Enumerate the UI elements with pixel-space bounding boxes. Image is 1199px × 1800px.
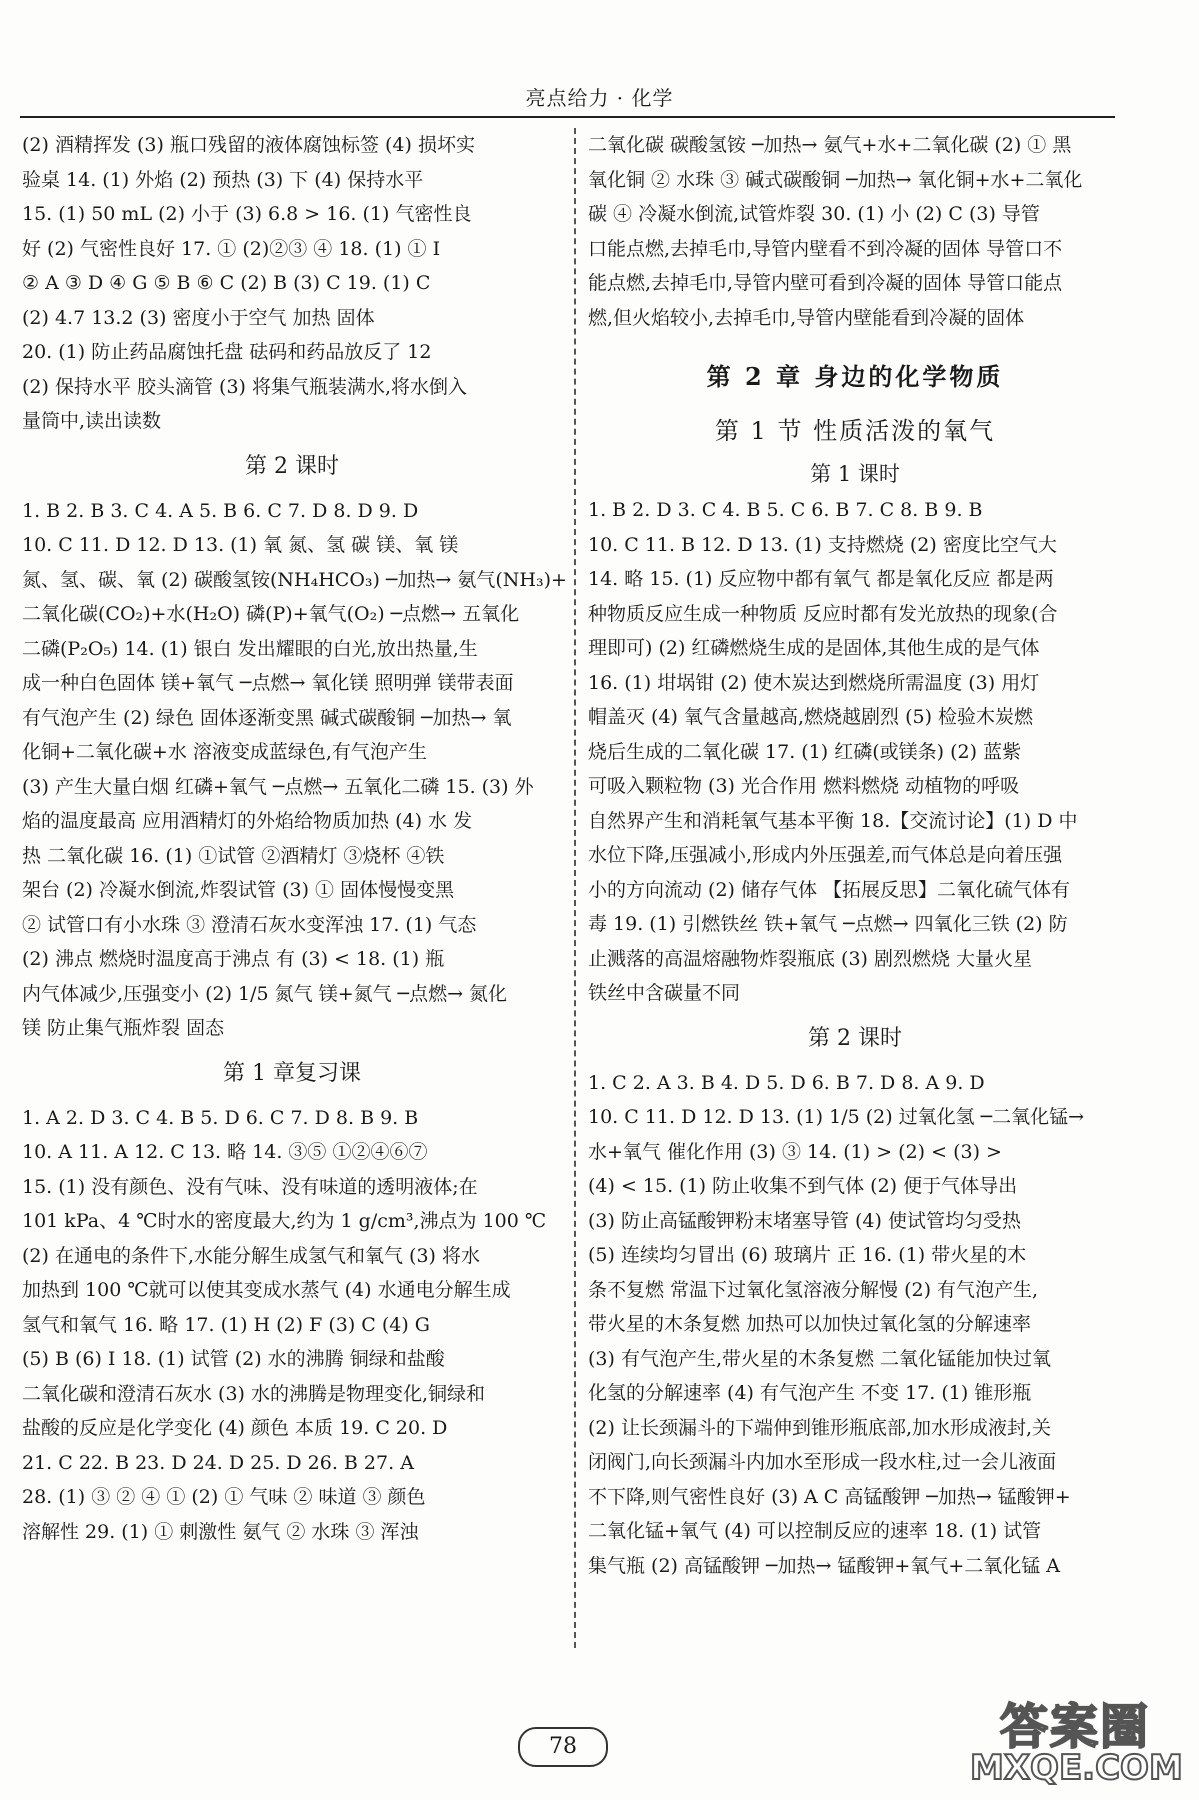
text-line: (2) 让长颈漏斗的下端伸到锥形瓶底部,加水形成液封,关 bbox=[588, 1416, 1052, 1439]
text-line: 氮、氢、碳、氧 (2) 碳酸氢铵(NH₄HCO₃) ─加热→ 氨气(NH₃)+ bbox=[22, 568, 567, 591]
text-line: 二氧化碳 碳酸氢铵 ─加热→ 氨气+水+二氧化碳 (2) ① 黑 bbox=[588, 134, 1072, 156]
page-header bbox=[0, 0, 1199, 118]
text-line: 燃,但火焰较小,去掉毛巾,导管内壁能看到冷凝的固体 bbox=[588, 306, 1025, 329]
text-line: 架台 (2) 冷凝水倒流,炸裂试管 (3) ① 固体慢慢变黑 bbox=[22, 879, 455, 901]
text-line: (4) < 15. (1) 防止收集不到气体 (2) 便于气体导出 bbox=[588, 1175, 1018, 1197]
text-line: 有气泡产生 (2) 绿色 固体逐渐变黑 碱式碳酸铜 ─加热→ 氧 bbox=[22, 706, 512, 729]
text-line: 集气瓶 (2) 高锰酸钾 ─加热→ 锰酸钾+氧气+二氧化锰 A bbox=[588, 1554, 1061, 1577]
text-line: 碳 ④ 冷凝水倒流,试管炸裂 30. (1) 小 (2) C (3) 导管 bbox=[588, 203, 1040, 225]
text-line: (3) 有气泡产生,带火星的木条复燃 二氧化锰能加快过氧 bbox=[588, 1347, 1052, 1370]
text-line: (2) 在通电的条件下,水能分解生成氢气和氧气 (3) 将水 bbox=[22, 1244, 480, 1267]
text-line: ② 试管口有小水珠 ③ 澄清石灰水变浑浊 17. (1) 气态 bbox=[22, 913, 477, 936]
text-line: 种物质反应生成一种物质 反应时都有发光放热的现象(合 bbox=[588, 602, 1058, 625]
text-line: (5) B (6) I 18. (1) 试管 (2) 水的沸腾 铜绿和盐酸 bbox=[22, 1348, 445, 1370]
review-heading: 第 1 章复习课 bbox=[223, 1060, 361, 1086]
text-line: 二氧化碳(CO₂)+水(H₂O) 磷(P)+氧气(O₂) ─点燃→ 五氧化 bbox=[22, 603, 520, 625]
right-lesson1-block bbox=[588, 493, 1122, 1011]
text-line: 氢气和氧气 16. 略 17. (1) H (2) F (3) C (4) G bbox=[22, 1313, 430, 1336]
text-line: 铁丝中含碳量不同 bbox=[588, 982, 741, 1004]
section-heading: 第 1 节 性质活泼的氧气 bbox=[714, 417, 996, 445]
text-line: 帽盖灭 (4) 氧气含量越高,燃烧越剧烈 (5) 检验木炭燃 bbox=[588, 706, 1034, 728]
text-line: 好 (2) 气密性良好 17. ① (2)②③ ④ 18. (1) ① I bbox=[22, 237, 441, 260]
text-line: (2) 沸点 燃烧时温度高于沸点 有 (3) < 18. (1) 瓶 bbox=[22, 948, 445, 970]
watermark-bottom-text: MXQE.COM bbox=[970, 1748, 1183, 1788]
text-line: 二氧化碳和澄清石灰水 (3) 水的沸腾是物理变化,铜绿和 bbox=[22, 1382, 486, 1405]
text-line: 15. (1) 没有颜色、没有气味、没有味道的透明液体;在 bbox=[22, 1175, 478, 1198]
text-line: 内气体减少,压强变小 (2) 1/5 氮气 镁+氮气 ─点燃→ 氮化 bbox=[22, 982, 508, 1005]
text-line: 21. C 22. B 23. D 24. D 25. D 26. B 27. A bbox=[22, 1451, 414, 1474]
header-title: 亮点给力 · 化学 bbox=[525, 86, 674, 110]
text-line: 烧后生成的二氧化碳 17. (1) 红磷(或镁条) (2) 蓝紫 bbox=[588, 740, 1022, 763]
text-line: 10. C 11. D 12. D 13. (1) 1/5 (2) 过氧化氢 ─二氧化锰→ bbox=[588, 1106, 1085, 1128]
text-line: 自然界产生和消耗氧气基本平衡 18.【交流讨论】(1) D 中 bbox=[588, 809, 1078, 832]
text-line: (2) 酒精挥发 (3) 瓶口残留的液体腐蚀标签 (4) 损坏实 bbox=[22, 134, 475, 156]
watermark-top-text: 答案圈 bbox=[999, 1699, 1150, 1755]
text-line: 止溅落的高温熔融物炸裂瓶底 (3) 剧烈燃烧 大量火星 bbox=[588, 947, 1033, 970]
text-line: 焰的温度最高 应用酒精灯的外焰给物质加热 (4) 水 发 bbox=[22, 810, 473, 832]
text-line: 量筒中,读出读数 bbox=[22, 410, 162, 432]
text-line: 验桌 14. (1) 外焰 (2) 预热 (3) 下 (4) 保持水平 bbox=[22, 168, 424, 191]
page-number: 78 bbox=[518, 1727, 608, 1767]
lesson-heading: 第 1 课时 bbox=[810, 462, 900, 486]
left-column bbox=[22, 128, 567, 1549]
lesson-heading: 第 2 课时 bbox=[808, 1025, 902, 1051]
text-line: 溶解性 29. (1) ① 刺激性 氨气 ② 水珠 ③ 浑浊 bbox=[22, 1520, 419, 1543]
text-line: (3) 产生大量白烟 红磷+氧气 ─点燃→ 五氧化二磷 15. (3) 外 bbox=[22, 775, 534, 798]
text-line: 毒 19. (1) 引燃铁丝 铁+氧气 ─点燃→ 四氧化三铁 (2) 防 bbox=[588, 913, 1068, 935]
text-line: ② A ③ D ④ G ⑤ B ⑥ C (2) B (3) C 19. (1) C bbox=[22, 272, 431, 294]
text-line: 16. (1) 坩埚钳 (2) 使木炭达到燃烧所需温度 (3) 用灯 bbox=[588, 671, 1040, 694]
left-review-block bbox=[22, 1101, 562, 1550]
text-line: (2) 4.7 13.2 (3) 密度小于空气 加热 固体 bbox=[22, 306, 375, 329]
text-line: 加热到 100 ℃就可以使其变成水蒸气 (4) 水通电分解生成 bbox=[22, 1279, 511, 1301]
text-line: 成一种白色固体 镁+氧气 ─点燃→ 氧化镁 照明弹 镁带表面 bbox=[22, 672, 514, 694]
chapter-heading: 第 2 章 身边的化学物质 bbox=[706, 362, 1004, 391]
text-line: 不下降,则气密性良好 (3) A C 高锰酸钾 ─加热→ 锰酸钾+ bbox=[588, 1485, 1071, 1508]
text-line: 水+氧气 催化作用 (3) ③ 14. (1) > (2) < (3) > bbox=[588, 1140, 1002, 1163]
text-line: (5) 连续均匀冒出 (6) 玻璃片 正 16. (1) 带火星的木 bbox=[588, 1244, 1027, 1266]
text-line: 1. A 2. D 3. C 4. B 5. D 6. C 7. D 8. B 9. B bbox=[22, 1106, 419, 1129]
header-rule bbox=[20, 116, 1115, 118]
text-line: 28. (1) ③ ② ④ ① (2) ① 气味 ② 味道 ③ 颜色 bbox=[22, 1486, 426, 1508]
text-line: 镁 防止集气瓶炸裂 固态 bbox=[22, 1017, 225, 1039]
text-line: 口能点燃,去掉毛巾,导管内壁看不到冷凝的固体 导管口不 bbox=[588, 237, 1063, 260]
right-intro-block bbox=[588, 128, 1122, 335]
watermark-logo bbox=[970, 1688, 1183, 1793]
text-line: 盐酸的反应是化学变化 (4) 颜色 本质 19. C 20. D bbox=[22, 1417, 448, 1439]
text-line: 二氧化锰+氧气 (4) 可以控制反应的速率 18. (1) 试管 bbox=[588, 1520, 1042, 1542]
left-intro-block bbox=[22, 128, 562, 439]
column-divider bbox=[574, 128, 576, 1648]
text-line: 氧化铜 ② 水珠 ③ 碱式碳酸铜 ─加热→ 氧化铜+水+二氧化 bbox=[588, 168, 1083, 191]
text-line: 101 kPa、4 ℃时水的密度最大,约为 1 g/cm³,沸点为 100 ℃ bbox=[22, 1210, 547, 1232]
text-line: 1. B 2. B 3. C 4. A 5. B 6. C 7. D 8. D 9. D bbox=[22, 499, 419, 522]
text-line: 1. C 2. A 3. B 4. D 5. D 6. B 7. D 8. A 9. D bbox=[588, 1071, 985, 1094]
text-line: 带火星的木条复燃 加热可以加快过氧化氢的分解速率 bbox=[588, 1313, 1032, 1335]
text-line: 闭阀门,向长颈漏斗内加水至形成一段水柱,过一会儿液面 bbox=[588, 1451, 1057, 1473]
text-line: 15. (1) 50 mL (2) 小于 (3) 6.8 > 16. (1) 气密性良 bbox=[22, 203, 472, 225]
text-line: 10. A 11. A 12. C 13. 略 14. ③⑤ ①②④⑥⑦ bbox=[22, 1141, 428, 1163]
text-line: 能点燃,去掉毛巾,导管内壁可看到冷凝的固体 导管口能点 bbox=[588, 272, 1063, 294]
text-line: 热 二氧化碳 16. (1) ①试管 ②酒精灯 ③烧杯 ④铁 bbox=[22, 844, 445, 867]
text-line: 化氢的分解速率 (4) 有气泡产生 不变 17. (1) 锥形瓶 bbox=[588, 1382, 1032, 1404]
text-line: 条不复燃 常温下过氧化氢溶液分解慢 (2) 有气泡产生, bbox=[588, 1278, 1039, 1301]
text-line: 可吸入颗粒物 (3) 光合作用 燃料燃烧 动植物的呼吸 bbox=[588, 775, 1020, 797]
right-lesson2-block bbox=[588, 1066, 1122, 1584]
lesson-heading: 第 2 课时 bbox=[245, 453, 339, 479]
text-line: 10. C 11. B 12. D 13. (1) 支持燃烧 (2) 密度比空气大 bbox=[588, 533, 1057, 556]
text-line: 20. (1) 防止药品腐蚀托盘 砝码和药品放反了 12 bbox=[22, 341, 432, 363]
text-line: 化铜+二氧化碳+水 溶液变成蓝绿色,有气泡产生 bbox=[22, 741, 427, 763]
text-line: 水位下降,压强减小,形成内外压强差,而气体总是向着压强 bbox=[588, 844, 1063, 866]
left-lesson2-block bbox=[22, 494, 567, 1046]
right-column bbox=[588, 128, 1122, 1583]
text-line: (2) 保持水平 胶头滴管 (3) 将集气瓶装满水,将水倒入 bbox=[22, 375, 468, 398]
text-line: 理即可) (2) 红磷燃烧生成的是固体,其他生成的是气体 bbox=[588, 637, 1040, 659]
text-line: 1. B 2. D 3. C 4. B 5. C 6. B 7. C 8. B 9. B bbox=[588, 499, 983, 521]
text-line: 小的方向流动 (2) 储存气体 【拓展反思】二氧化硫气体有 bbox=[588, 878, 1071, 901]
text-line: 10. C 11. D 12. D 13. (1) 氧 氮、氢 碳 镁、氧 镁 bbox=[22, 534, 459, 556]
text-line: 14. 略 15. (1) 反应物中都有氧气 都是氧化反应 都是两 bbox=[588, 568, 1054, 590]
text-line: 二磷(P₂O₅) 14. (1) 银白 发出耀眼的白光,放出热量,生 bbox=[22, 637, 478, 660]
text-line: (3) 防止高锰酸钾粉末堵塞导管 (4) 使试管均匀受热 bbox=[588, 1209, 1021, 1232]
